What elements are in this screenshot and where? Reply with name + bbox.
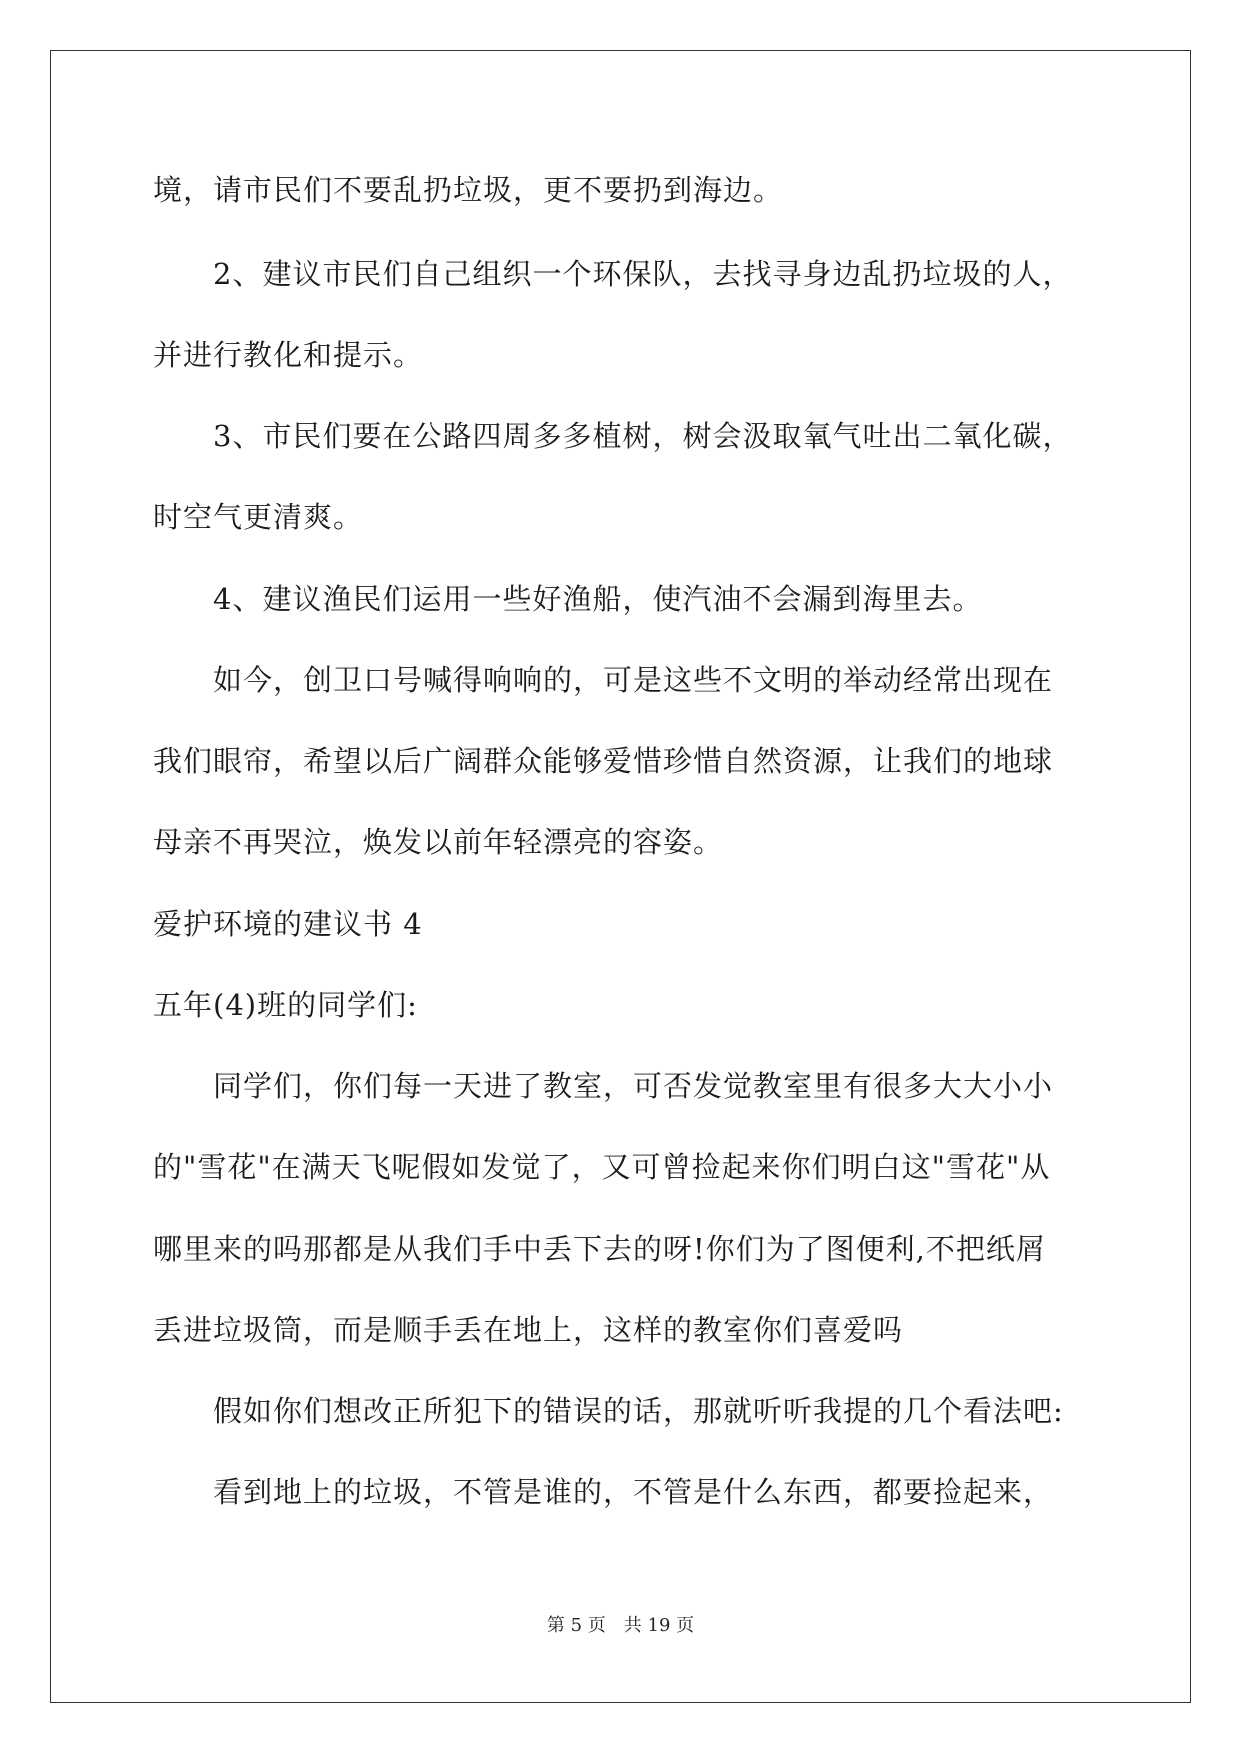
paragraph-line: 假如你们想改正所犯下的错误的话，那就听听我提的几个看法吧: bbox=[213, 1394, 1064, 1428]
paragraph-line: 我们眼帘，希望以后广阔群众能够爱惜珍惜自然资源，让我们的地球 bbox=[153, 744, 1054, 778]
paragraph-line: 2、建议市民们自己组织一个环保队，去找寻身边乱扔垃圾的人， bbox=[213, 257, 1073, 291]
paragraph-line: 母亲不再哭泣，焕发以前年轻漂亮的容姿。 bbox=[153, 825, 724, 859]
salutation: 五年(4)班的同学们: bbox=[153, 988, 418, 1022]
paragraph-line: 并进行教化和提示。 bbox=[153, 338, 424, 372]
paragraph-line: 的"雪花"在满天飞呢假如发觉了，又可曾捡起来你们明白这"雪花"从 bbox=[153, 1150, 1051, 1184]
paragraph-line: 看到地上的垃圾，不管是谁的，不管是什么东西，都要捡起来， bbox=[213, 1475, 1054, 1509]
paragraph-line: 境，请市民们不要乱扔垃圾，更不要扔到海边。 bbox=[153, 173, 784, 207]
page-footer bbox=[0, 1614, 1241, 1638]
paragraph-line: 同学们，你们每一天进了教室，可否发觉教室里有很多大大小小 bbox=[213, 1069, 1054, 1103]
paragraph-line: 时空气更清爽。 bbox=[153, 500, 364, 534]
paragraph-line: 丢进垃圾筒，而是顺手丢在地上，这样的教室你们喜爱吗 bbox=[153, 1313, 904, 1347]
section-title: 爱护环境的建议书 4 bbox=[153, 907, 423, 941]
paragraph-line: 4、建议渔民们运用一些好渔船，使汽油不会漏到海里去。 bbox=[213, 582, 983, 616]
paragraph-line: 3、市民们要在公路四周多多植树，树会汲取氧气吐出二氧化碳， bbox=[213, 419, 1073, 453]
paragraph-line: 哪里来的吗那都是从我们手中丢下去的呀!你们为了图便利,不把纸屑 bbox=[153, 1232, 1046, 1266]
page-number: 第 5 页 共 19 页 bbox=[546, 1615, 695, 1636]
paragraph-line: 如今，创卫口号喊得响响的，可是这些不文明的举动经常出现在 bbox=[213, 663, 1054, 697]
